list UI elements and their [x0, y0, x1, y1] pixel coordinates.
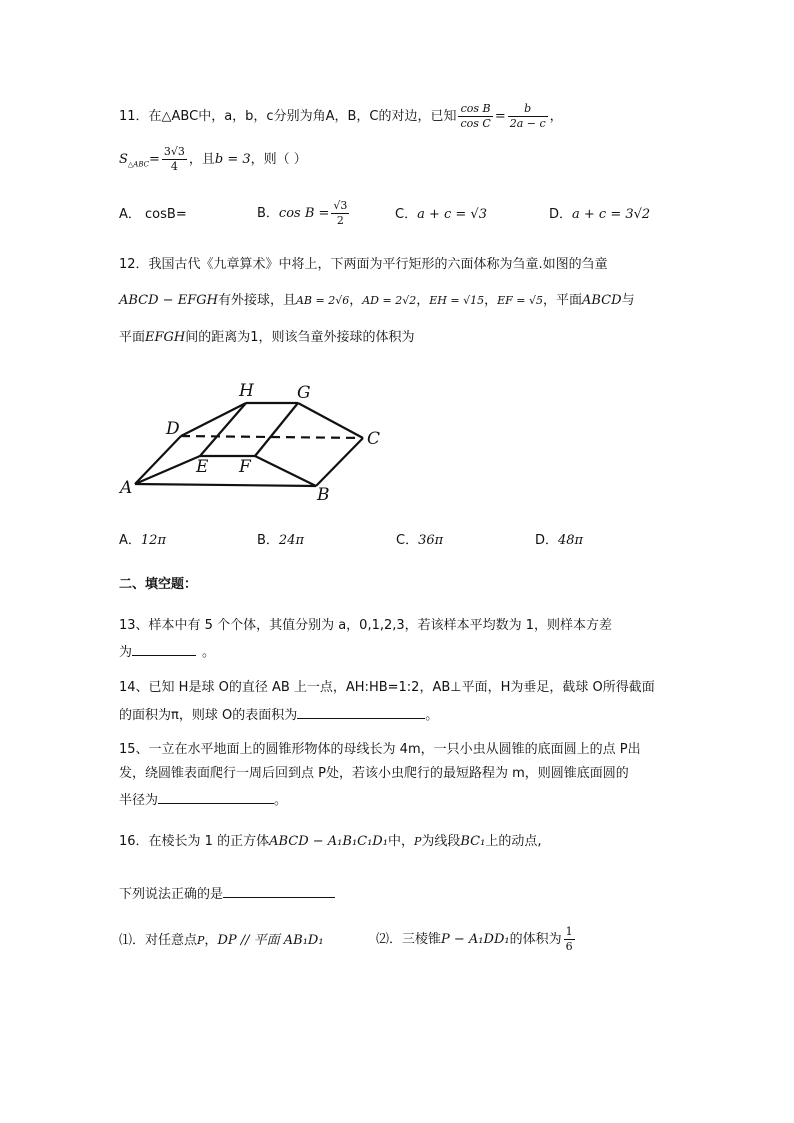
q15-line2: 发，绕圆锥表面爬行一周后回到点 P处，若该小虫爬行的最短路程为 m，则圆锥底面圆的 [119, 766, 629, 781]
q16-statement-1: ⑴．对任意点P，DP // 平面 AB₁D₁ [119, 933, 324, 948]
q11-line1: 11．在△ABC中，a，b，c分别为角A，B，C的对边，已知 $\frac{\text{cos B}}{\text{cos C}}$ = $\frac{b}{2a - c}$ ， [119, 102, 563, 130]
q14-answer-blank[interactable] [297, 706, 425, 719]
label-G: G [297, 383, 311, 403]
edge-FG [255, 403, 298, 456]
edge-HE [200, 403, 246, 456]
label-A: A [120, 478, 133, 498]
q14-line1: 14、已知 H是球 O的直径 AB 上一点，AH:HB=1:2，AB⊥平面，H为垂足，截球 O所得截面 [119, 680, 655, 695]
label-B: B [317, 485, 330, 505]
q12-option-d: D．48π [535, 533, 584, 548]
q12-line2: ABCD − EFGH有外接球，且AB = 2√6，AD = 2√2，EH = √15，EF = √5，平面ABCD与 [119, 293, 635, 308]
q16-volume-fraction: $\frac{1}{6}$ [565, 925, 573, 953]
edge-AB [135, 484, 316, 486]
q12-option-c: C．36π [396, 533, 444, 548]
edge-BC [316, 438, 363, 486]
edge-CG [298, 403, 363, 438]
q13-line2: 为 。 [119, 645, 216, 660]
q11-area-fraction: $\frac{3√3}{4}$ [163, 145, 185, 173]
label-E: E [196, 457, 209, 477]
q16-line1: 16．在棱长为 1 的正方体ABCD − A₁B₁C₁D₁中，P为线段BC₁上的动点, [119, 834, 542, 849]
edge-AD [135, 436, 181, 484]
q11-area-label: $S_{\triangle ABC}$ [119, 152, 149, 169]
q14-line2: 的面积为π，则球 O的表面积为 。 [119, 708, 439, 723]
q11-option-d: D．a + c = 3√2 [549, 207, 651, 222]
q12-option-b: B．24π [257, 533, 305, 548]
q11-option-a: A． cosB= [119, 207, 187, 222]
q12-line3: 平面EFGH间的距离为1，则该刍童外接球的体积为 [119, 330, 415, 345]
q15-line3: 半径为 。 [119, 793, 288, 808]
q13-answer-blank[interactable] [132, 643, 196, 656]
q16-answer-blank[interactable] [223, 885, 335, 898]
section-fill-blank-title: 二、填空题： [119, 577, 198, 592]
label-D: D [166, 419, 180, 439]
q11-option-b: B．cos B = $\frac{√3}{2}$ [257, 199, 348, 227]
q11-option-c: C．a + c = √3 [395, 207, 487, 222]
q15-line1: 15、一立在水平地面上的圆锥形物体的母线长为 4m，一只小虫从圆锥的底面圆上的点 P出 [119, 742, 641, 757]
q11-fraction-cos: $\frac{\text{cos B}}{\text{cos C}}$ [460, 102, 491, 130]
edge-BF [255, 456, 316, 486]
q15-answer-blank[interactable] [158, 791, 274, 804]
label-H: H [239, 381, 254, 401]
q12-line1: 12．我国古代《九章算术》中将上，下两面为平行矩形的六面体称为刍童.如图的刍童 [119, 257, 608, 272]
edge-AE [135, 456, 200, 484]
q16-statement-2: ⑵．三棱锥P − A₁DD₁的体积为 $\frac{1}{6}$ [376, 925, 573, 953]
q16-line2: 下列说法正确的是 [119, 885, 335, 901]
label-C: C [367, 429, 381, 449]
q12-option-a: A．12π [119, 533, 166, 548]
edge-DH [181, 403, 246, 436]
q11-line2: $S_{\triangle ABC}=$ $\frac{3√3}{4}$ ，且b = 3，则（ ） [119, 145, 307, 173]
q11-fraction-b: $\frac{b}{2a - c}$ [509, 102, 546, 130]
label-F: F [239, 457, 251, 477]
q13-line1: 13、样本中有 5 个个体，其值分别为 a，0,1,2,3，若该样本平均数为 1，则样本方差 [119, 618, 613, 633]
